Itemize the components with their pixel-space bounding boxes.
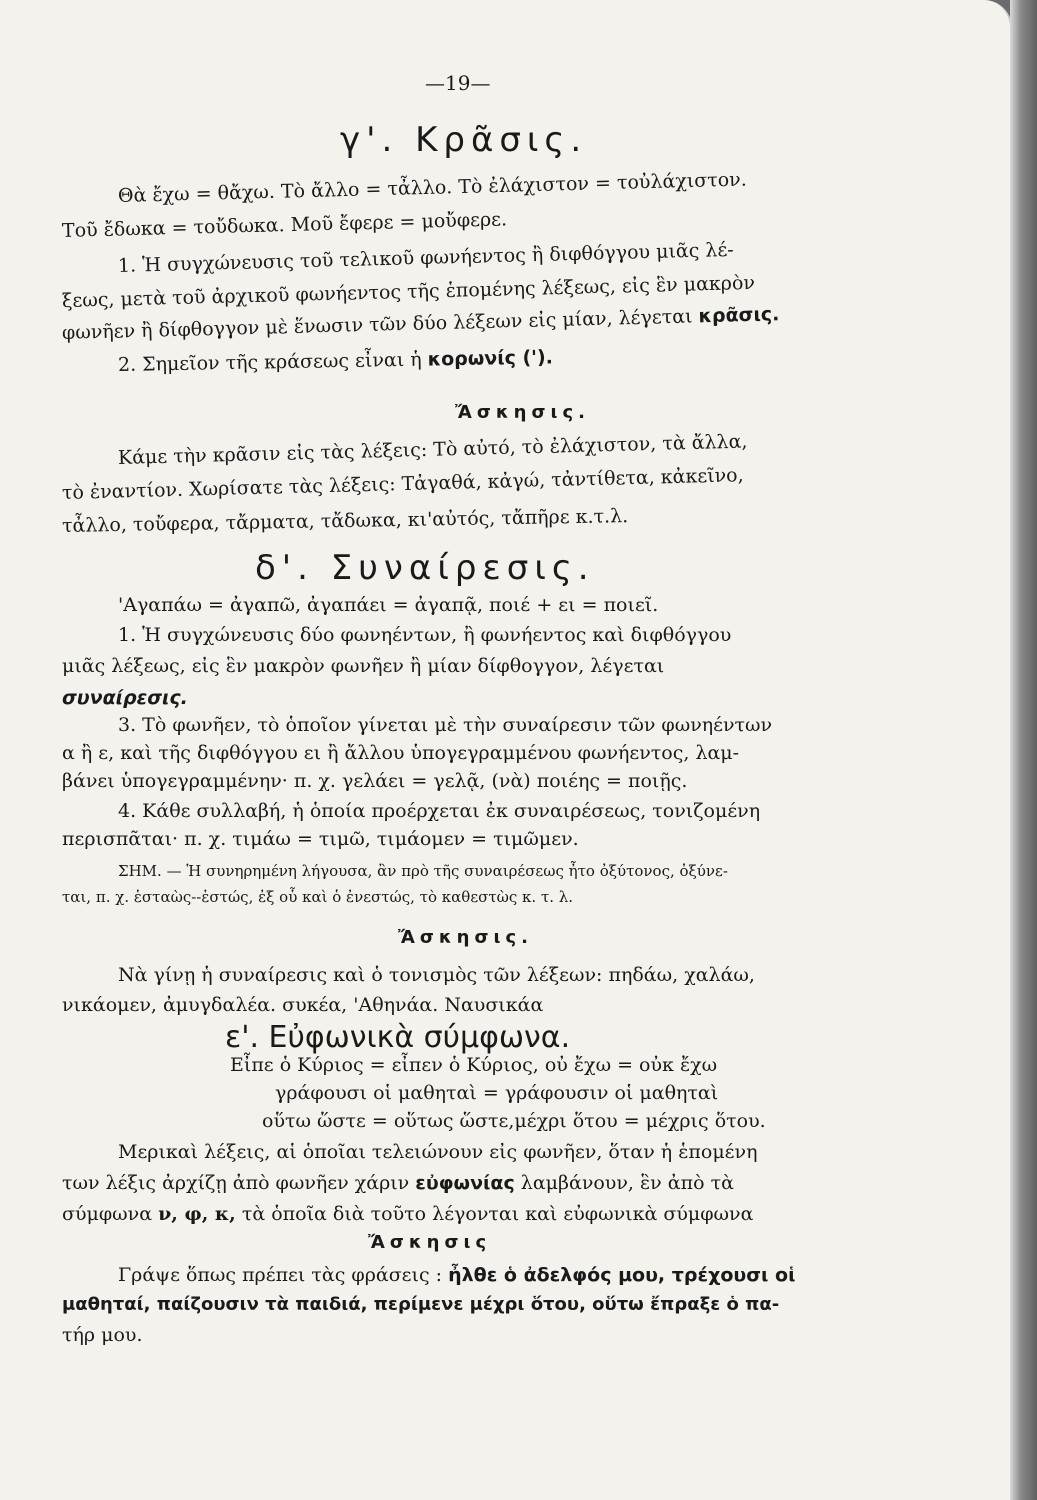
term-synairesis: συναίρεσις. [62,687,188,709]
krasis-line-3: 1. Ἡ συγχώνευσις τοῦ τελικοῦ φωνήεντος ἢ διφθόγγου μιᾶς λέ- [117,238,734,277]
note-line-2: ται, π. χ. ἑσταὼς--ἑστώς, ἐξ οὗ καὶ ὁ ἐνεστώς, τὸ καθεστὼς κ. τ. λ. [62,888,574,906]
euphonika-line-5-end: λαμβάνουν, ἓν ἀπὸ τὰ [520,1172,734,1194]
synairesis-line-1: 'Αγαπάω = ἀγαπῶ, ἀγαπάει = ἀγαπᾷ, ποιέ + ει = ποιεῖ. [118,594,659,616]
synairesis-line-8: 4. Κάθε συλλαβή, ἡ ὁποία προέρχεται ἐκ συναιρέσεως, τονιζομένη [118,800,761,822]
exercise-3-phrases-1: ἦλθε ὁ ἀδελφός μου, τρέχουσι οἱ [448,1264,796,1286]
exercise-1-line-2: τὸ ἐναντίον. Χωρίσατε τὰς λέξεις: Τἀγαθά, κἀγώ, τἀντίθετα, κἀκεῖνο, [61,464,744,504]
exercise-3-line-3: τήρ μου. [62,1324,143,1346]
section-title-synairesis: δ'. Συναίρεσις. [255,548,595,588]
synairesis-line-3: μιᾶς λέξεως, εἰς ἓν μακρὸν φωνῆεν ἢ μίαν δίφθογγον, λέγεται [62,655,665,677]
note-line-1: ΣΗΜ. — Ἡ συνηρημένη λήγουσα, ἂν πρὸ τῆς συναιρέσεως ἦτο ὀξύτονος, ὀξύνε- [118,862,728,880]
krasis-line-2: Τοῦ ἔδωκα = τοὔδωκα. Μοῦ ἔφερε = μοὔφερε. [61,208,508,242]
term-euphonias: εὐφωνίας [415,1172,515,1194]
term-krasis: κρᾶσις. [698,303,780,328]
euphonika-line-6-end: τὰ ὁποῖα διὰ τοῦτο λέγονται καὶ εὐφωνικὰ σύμφωνα [241,1203,754,1225]
term-koronis: κορωνίς ('). [427,346,554,371]
section-title-euphonika: ε'. Εὐφωνικὰ σύμφωνα. [225,1020,571,1055]
krasis-line-6-text: 2. Σημεῖον τῆς κράσεως εἶναι ἡ [117,348,422,376]
exercise-heading-3: Ἄσκησις [368,1232,492,1253]
synairesis-line-9: περισπᾶται· π. χ. τιμάω = τιμῶ, τιμάομεν = τιμῶμεν. [62,828,579,850]
synairesis-line-6: α ἢ ε, καὶ τῆς διφθόγγου ει ἢ ἄλλου ὑπογεγραμμένου φωνήεντος, λαμ- [62,742,740,764]
exercise-1-line-3: τἆλλο, τοὔφερα, τἄρματα, τἄδωκα, κι'αὐτός, τἄπῆρε κ.τ.λ. [61,505,629,537]
krasis-line-4: ξεως, μετὰ τοῦ ἀρχικοῦ φωνήεντος τῆς ἑπομένης λέξεως, εἰς ἓν μακρὸν [61,271,756,312]
synairesis-line-7: βάνει ὑπογεγραμμένην· π. χ. γελάει = γελᾷ, (νὰ) ποιέης = ποιῇς. [62,770,688,792]
exercise-3-instruction: Γράψε ὅπως πρέπει τὰς φράσεις : [118,1264,443,1286]
exercise-1-line-1: Κάμε τὴν κρᾶσιν εἰς τὰς λέξεις: Τὸ αὐτό, τὸ ἐλάχιστον, τὰ ἄλλα, [117,430,748,469]
euphonika-line-5-text: των λέξις ἀρχίζῃ ἀπὸ φωνῆεν χάριν [62,1172,410,1194]
euphonika-line-6 [62,1201,753,1227]
page-number: —19— [425,71,491,95]
euphonika-line-6-start: σύμφωνα [62,1203,153,1225]
exercise-3-line-2: μαθηταί, παίζουσιν τὰ παιδιά, περίμενε μέχρι ὅτου, οὕτω ἔπραξε ὁ πα- [62,1294,780,1315]
krasis-line-6 [118,344,553,378]
exercise-3-line-1 [118,1262,795,1288]
krasis-line-5-text: φωνῆεν ἢ δίφθογγον μὲ ἕνωσιν τῶν δύο λέξεων εἰς μίαν, λέγεται [61,305,693,344]
exercise-heading-1: Ἄσκησις. [455,402,590,423]
euphonika-line-4: Μερικαὶ λέξεις, αἱ ὁποῖαι τελειώνουν εἰς φωνῆεν, ὅταν ἡ ἑπομένη [118,1141,758,1163]
exercise-2-line-2: νικάομεν, ἀμυγδαλέα. συκέα, 'Αθηνάα. Ναυσικάα [62,994,544,1016]
exercise-2-line-1: Νὰ γίνῃ ἡ συναίρεσις καὶ ὁ τονισμὸς τῶν λέξεων: πηδάω, χαλάω, [118,964,755,986]
exercise-heading-2: Ἄσκησις. [398,927,533,948]
euphonika-line-5 [62,1170,734,1196]
page-edge [1010,0,1037,1500]
euphonika-line-1: Εἶπε ὁ Κύριος = εἶπεν ὁ Κύριος, οὐ ἔχω = οὐκ ἔχω [230,1054,718,1076]
synairesis-line-5: 3. Τὸ φωνῆεν, τὸ ὁποῖον γίνεται μὲ τὴν συναίρεσιν τῶν φωνηέντων [118,714,773,736]
synairesis-line-2: 1. Ἡ συγχώνευσις δύο φωνηέντων, ἢ φωνήεντος καὶ διφθόγγου [118,624,732,646]
euphonika-line-3: οὕτω ὥστε = οὕτως ὥστε,μέχρι ὅτου = μέχρις ὅτου. [262,1110,766,1132]
euphonic-letters: ν, φ, κ, [158,1203,236,1225]
euphonika-line-2: γράφουσι οἱ μαθηταὶ = γράφουσιν οἱ μαθηταὶ [275,1082,719,1104]
section-title-krasis: γ'. Κρᾶσις. [340,120,588,160]
krasis-line-1: Θὰ ἔχω = θἄχω. Τὸ ἄλλο = τἆλλο. Τὸ ἐλάχιστον = τοὐλάχιστον. [117,168,748,207]
